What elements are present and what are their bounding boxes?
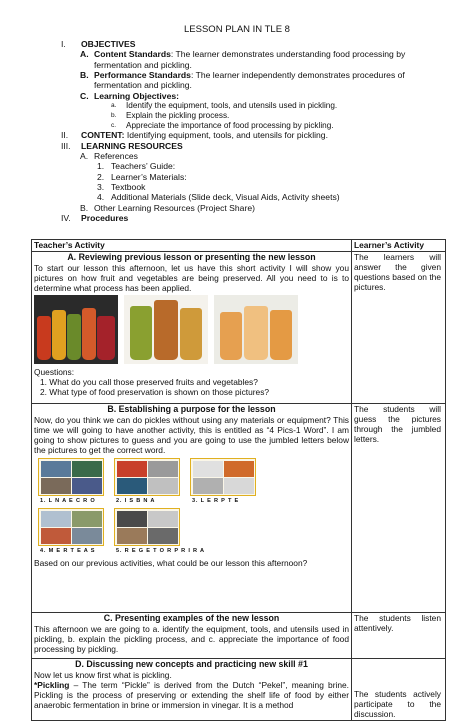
row-text: Based on our previous activities, what could be our lesson this afternoon? — [34, 558, 308, 569]
content-standards-text: : The learner demonstrates understanding food processing by fermentation and pickling. — [94, 49, 406, 70]
reference-text: Learner’s Materials: — [111, 171, 187, 182]
content-text: Identifying equipment, tools, and utensils for pickling. — [124, 130, 328, 141]
questions-label: Questions: — [34, 366, 75, 377]
table-row — [32, 252, 446, 404]
row-text: Now, do you think we can do pickles without using any materials or equipment? This time we will going to have another activity, this is entitled as “4 Pics-1 Word”. I am going to show pictures to guess and you are going to use the jumbled letters below the pictures to get the correct word. — [34, 414, 349, 455]
references — [31, 151, 443, 161]
learner-response: The students listen attentively. — [352, 613, 446, 659]
row-heading: A. Reviewing previous lesson or presenting the new lesson — [67, 252, 316, 262]
item-letter: A. — [80, 49, 89, 60]
page-title: LESSON PLAN IN TLE 8 — [184, 24, 290, 35]
section-number: IV. — [61, 212, 71, 223]
section-number: III. — [61, 140, 71, 151]
row-text: Now let us know first what is pickling. — [34, 669, 172, 680]
objective-letter: a. — [111, 101, 117, 109]
row-heading: C. Presenting examples of the new lesson — [103, 613, 280, 623]
table-row — [32, 659, 446, 721]
learner-response: The students actively participate to the discussion. — [352, 659, 446, 721]
reference-text: Textbook — [111, 181, 146, 192]
four-pics-puzzle-3 — [190, 458, 256, 496]
reference-item — [31, 161, 443, 171]
item-number: 1. — [97, 161, 105, 172]
jumbled-letters: 2. I S B N A — [116, 497, 156, 504]
row-text: To start our lesson this afternoon, let us have this short activity I will show you pictures on how fruit and vegetables are being preserved. All you need to is to determine what process has been applied. — [34, 262, 349, 293]
pickled-jars-photo-2 — [124, 295, 208, 364]
performance-standards — [31, 70, 443, 91]
section-heading: CONTENT: — [81, 130, 125, 141]
item-letter: A. — [80, 151, 89, 162]
objective-text: Appreciate the importance of food processing by pickling. — [126, 120, 334, 130]
jumbled-letters: 4. M E R T E A S — [40, 547, 96, 554]
table-row — [32, 613, 446, 659]
section-objectives — [31, 39, 443, 49]
item-letter: B. — [80, 69, 89, 80]
section-resources — [31, 141, 443, 151]
activity-table — [31, 239, 446, 721]
learning-objectives — [31, 91, 443, 101]
item-number: 2. — [97, 171, 105, 182]
pickling-term: *Pickling — [34, 679, 70, 690]
pickled-jars-photo-1 — [34, 295, 118, 364]
four-pics-puzzle-1 — [38, 458, 104, 496]
table-row — [32, 404, 446, 613]
content-standards-label: Content Standards — [94, 49, 171, 60]
learner-response: The students will guess the pictures through the jumbled letters. — [352, 404, 446, 613]
question-item: 1. What do you call those preserved fruits and vegetables? — [40, 376, 258, 387]
item-number: 3. — [97, 181, 105, 192]
question-item: 2. What type of food preservation is shown on those pictures? — [40, 386, 270, 397]
section-procedures — [31, 213, 443, 223]
section-heading: Procedures — [81, 212, 129, 223]
teacher-activity-header: Teacher’s Activity — [32, 240, 352, 252]
learning-objectives-label: Learning Objectives: — [94, 90, 180, 101]
reference-text: Teachers’ Guide: — [111, 161, 176, 172]
preserved-food-photos — [34, 295, 349, 364]
objective-item — [31, 121, 443, 131]
jumbled-letters: 1. L N A E C R O — [40, 497, 96, 504]
reference-text: Additional Materials (Slide deck, Visual Aids, Activity sheets) — [111, 192, 340, 203]
objective-letter: c. — [111, 121, 117, 129]
other-resources — [31, 203, 443, 213]
reference-item — [31, 172, 443, 182]
item-letter: C. — [80, 90, 89, 101]
objective-text: Identify the equipment, tools, and utensils used in pickling. — [126, 100, 338, 110]
row-heading: D. Discussing new concepts and practicing new skill #1 — [75, 659, 308, 669]
four-pics-puzzle-4 — [38, 508, 104, 546]
four-pics-puzzle-2 — [114, 458, 180, 496]
objective-letter: b. — [111, 111, 117, 119]
row-heading: B. Establishing a purpose for the lesson — [107, 404, 276, 414]
jumbled-letters: 5. R E G E T O R P R I R A — [116, 547, 205, 554]
section-heading: LEARNING RESOURCES — [81, 140, 183, 151]
item-number: 4. — [97, 192, 105, 203]
section-content — [31, 130, 443, 140]
reference-item — [31, 192, 443, 202]
content-standards — [31, 49, 443, 70]
section-number: II. — [61, 130, 69, 141]
other-resources-text: Other Learning Resources (Project Share) — [94, 202, 255, 213]
reference-item — [31, 182, 443, 192]
references-label: References — [94, 151, 138, 162]
pickled-jars-photo-3 — [214, 295, 298, 364]
learner-response: The learners will answer the given questions based on the pictures. — [352, 252, 446, 404]
item-letter: B. — [80, 202, 89, 213]
learner-activity-header: Learner’s Activity — [352, 240, 446, 252]
performance-standards-text: : The learner independently demonstrates procedures of fermentation and pickling. — [94, 69, 405, 91]
section-heading: OBJECTIVES — [81, 39, 136, 49]
section-number: I. — [61, 39, 66, 49]
objective-item — [31, 111, 443, 121]
table-header-row — [32, 240, 446, 252]
four-pics-puzzle-5 — [114, 508, 180, 546]
pickling-definition: – The term “Pickle” is derived from the Dutch “Pekel”, meaning brine. Pickling is the process of preserving or extending the shelf life of food by either anaerobic fermentation in brine or immersion in vinegar. It is a method — [34, 679, 349, 710]
performance-standards-label: Performance Standards — [94, 69, 191, 80]
objective-text: Explain the pickling process. — [126, 110, 230, 120]
jumbled-letters: 3. L E R P T E — [192, 497, 240, 504]
row-text: This afternoon we are going to a. identify the equipment, tools, and utensils used in pickling, b. explain the pickling process, and c. appreciate the importance of food processing by pickling. — [34, 623, 349, 654]
objective-item — [31, 101, 443, 111]
